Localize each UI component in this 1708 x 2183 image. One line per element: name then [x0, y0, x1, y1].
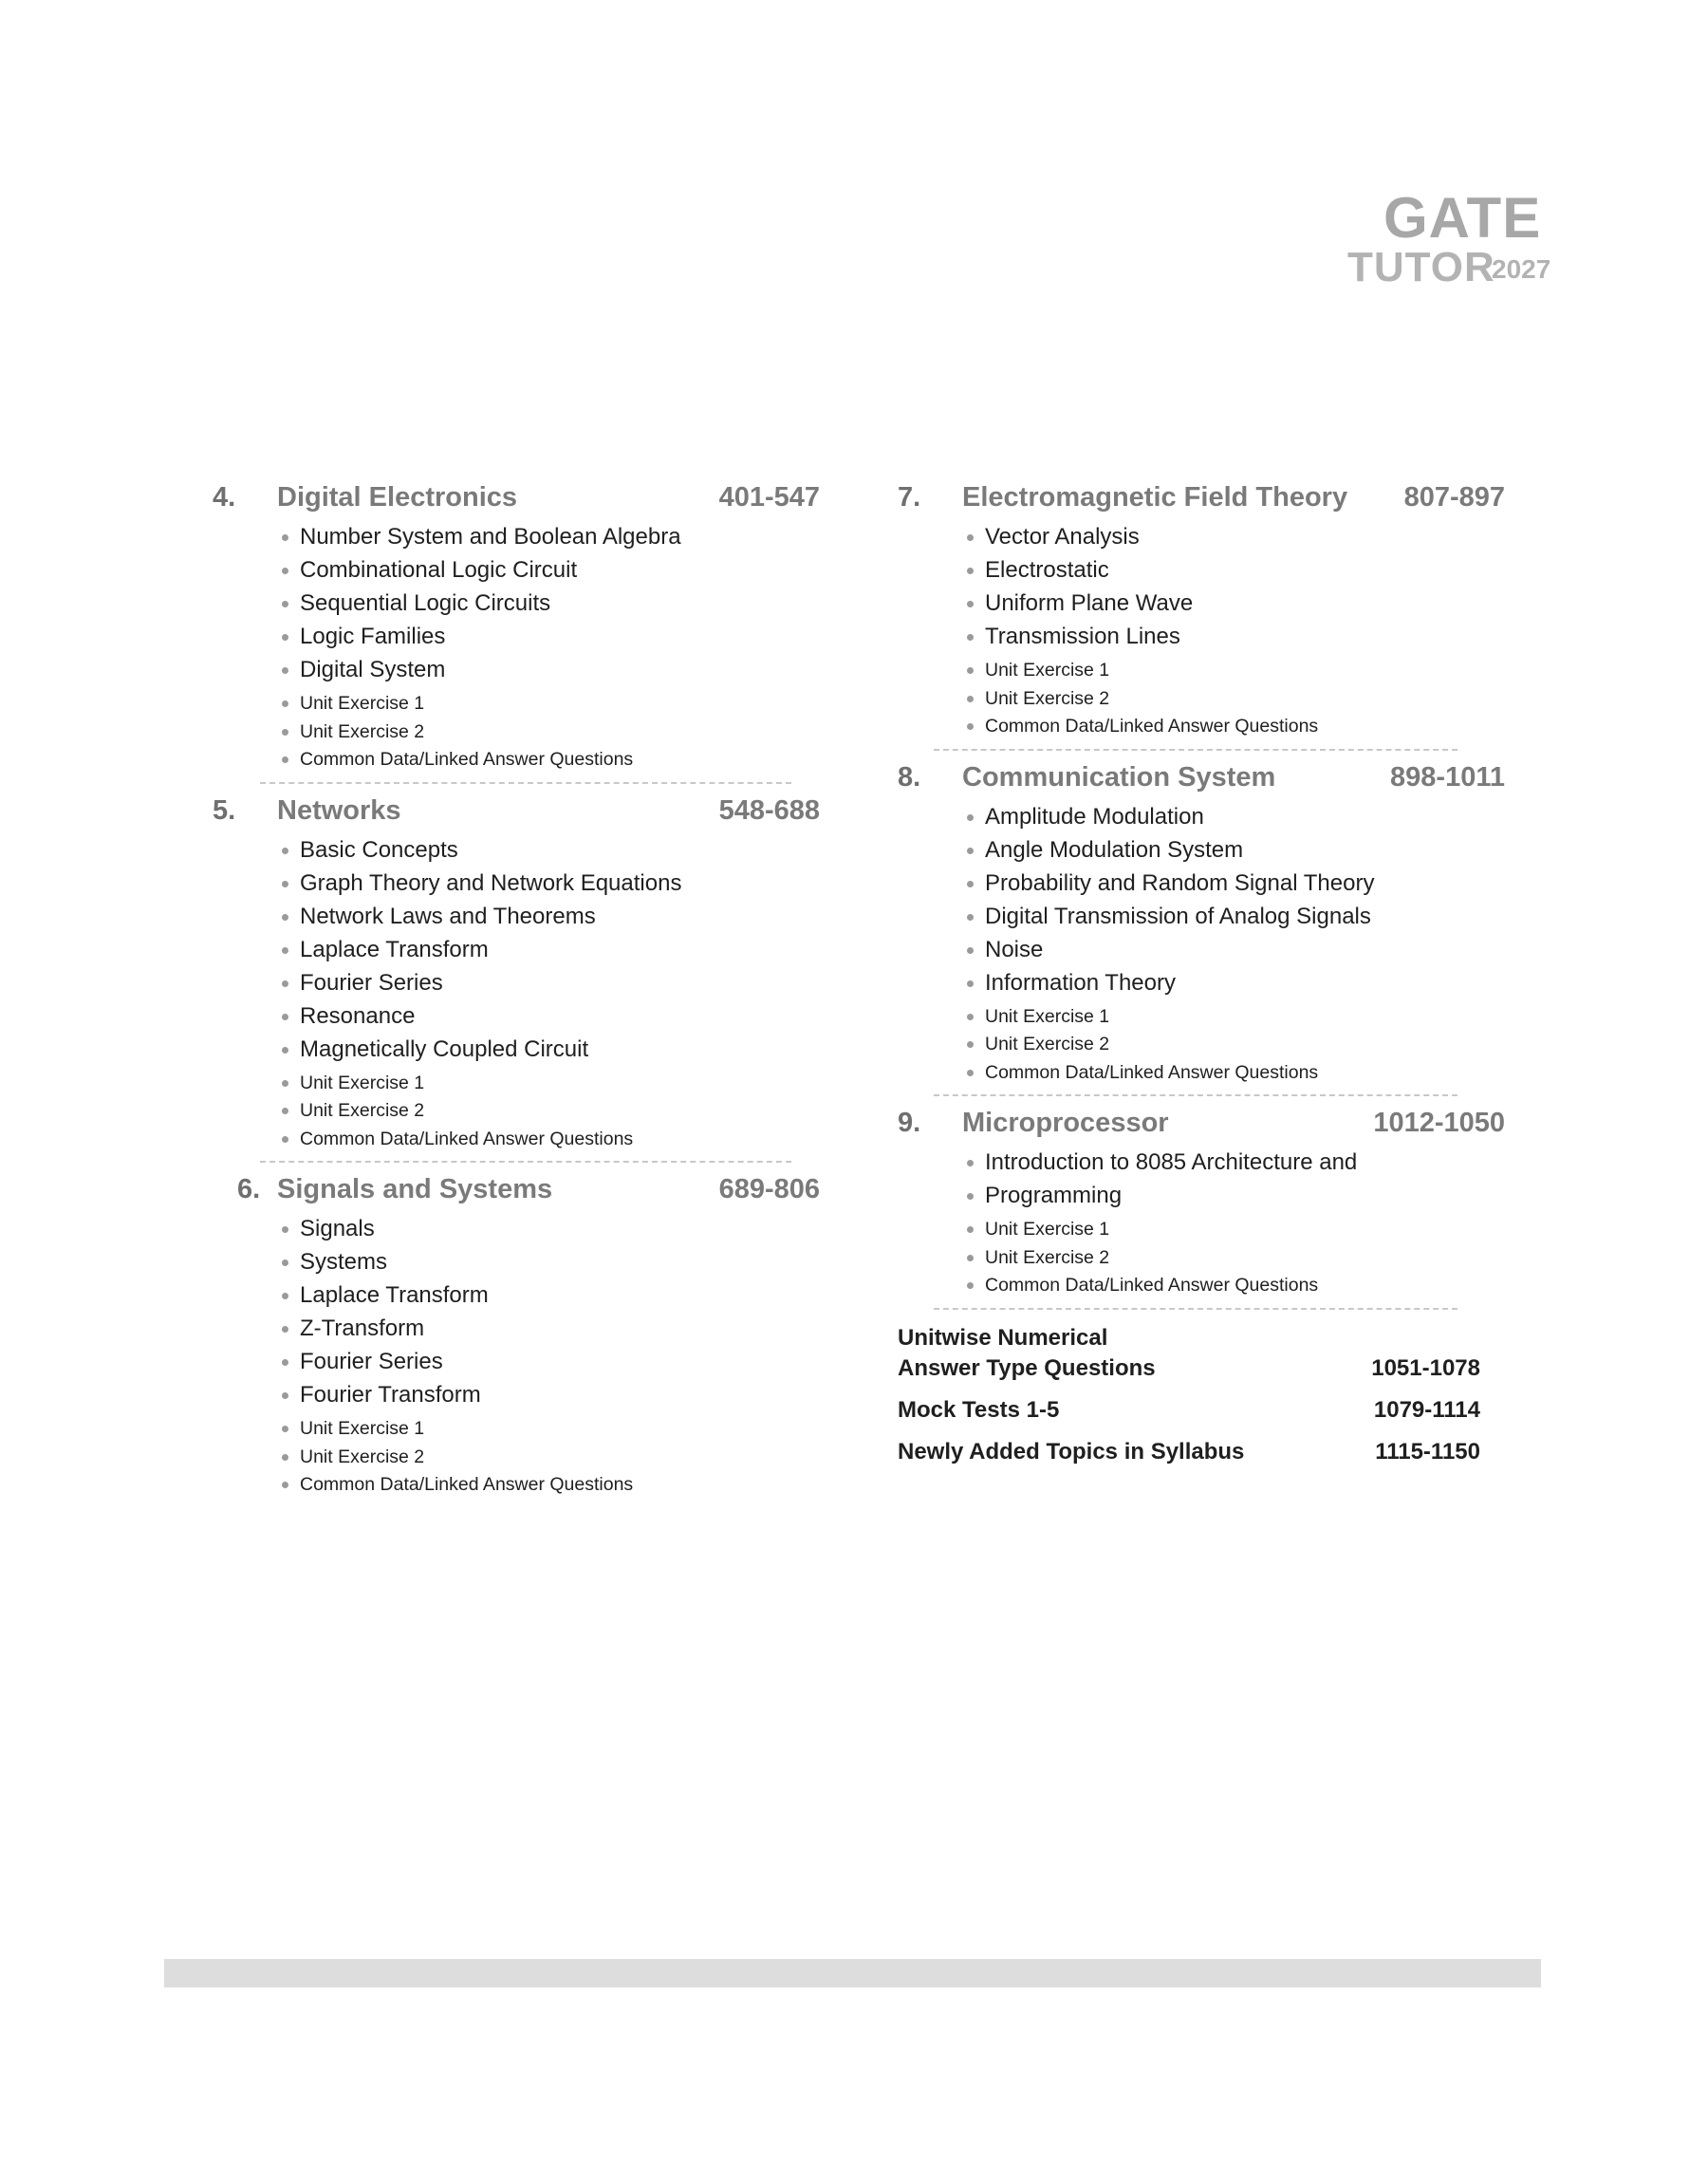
topic-item: Network Laws and Theorems	[281, 900, 820, 933]
topic-item: Fourier Series	[281, 966, 820, 999]
extra-title	[898, 1395, 1059, 1426]
section-heading[interactable]	[213, 795, 820, 833]
section-number: 4.	[213, 482, 236, 513]
topic-item: Information Theory	[966, 966, 1505, 999]
topic-item: Systems	[281, 1245, 820, 1278]
extra-title	[898, 1323, 1156, 1384]
section-title: Networks	[277, 794, 401, 826]
exercise-item: Common Data/Linked Answer Questions	[966, 1059, 1505, 1088]
topic-item: Noise	[966, 933, 1505, 966]
section-number: 6.	[237, 1174, 261, 1204]
exercise-item: Common Data/Linked Answer Questions	[966, 1272, 1505, 1300]
section-number: 8.	[898, 761, 921, 793]
exercise-item: Unit Exercise 1	[966, 657, 1505, 685]
logo-tutor-text: TUTOR	[1347, 244, 1495, 290]
toc-section	[898, 1108, 1505, 1310]
exercise-item: Unit Exercise 1	[966, 1216, 1505, 1244]
section-page-range: 401-547	[718, 482, 820, 513]
contents-right-column	[898, 482, 1505, 1479]
extra-title-line: Unitwise Numerical	[898, 1324, 1108, 1351]
exercise-item: Common Data/Linked Answer Questions	[281, 1126, 820, 1154]
extra-contents-row[interactable]	[898, 1437, 1480, 1467]
topic-item: Basic Concepts	[281, 833, 820, 867]
topic-item: Laplace Transform	[281, 1278, 820, 1312]
topic-item: Sequential Logic Circuits	[281, 587, 820, 620]
logo-gate-text: GATE	[1383, 186, 1542, 250]
section-heading[interactable]	[898, 482, 1505, 520]
topic-item: Vector Analysis	[966, 520, 1505, 553]
topic-item: Angle Modulation System	[966, 833, 1505, 867]
topic-list	[898, 800, 1505, 999]
extra-title	[898, 1437, 1244, 1467]
topic-item: Magnetically Coupled Circuit	[281, 1033, 820, 1066]
topic-item: Graph Theory and Network Equations	[281, 867, 820, 900]
exercise-list	[213, 1415, 820, 1500]
additional-contents	[898, 1323, 1505, 1467]
topic-item: Transmission Lines	[966, 620, 1505, 653]
toc-section	[898, 762, 1505, 1097]
exercise-item: Common Data/Linked Answer Questions	[281, 1471, 820, 1500]
extra-title-line: Answer Type Questions	[898, 1354, 1156, 1381]
section-page-range: 1012-1050	[1373, 1108, 1505, 1138]
section-number: 7.	[898, 482, 921, 513]
toc-section	[213, 795, 820, 1164]
section-title: Electromagnetic Field Theory	[962, 482, 1348, 513]
toc-section	[213, 482, 820, 784]
topic-item: Digital Transmission of Analog Signals	[966, 900, 1505, 933]
topic-item: Fourier Series	[281, 1345, 820, 1378]
section-title: Communication System	[962, 761, 1276, 793]
exercise-list	[898, 1003, 1505, 1088]
dashed-divider	[260, 1161, 791, 1163]
toc-section	[213, 1174, 820, 1500]
topic-item: Laplace Transform	[281, 933, 820, 966]
exercise-item: Unit Exercise 2	[966, 1031, 1505, 1059]
exercise-item: Common Data/Linked Answer Questions	[966, 713, 1505, 741]
topic-item: Fourier Transform	[281, 1378, 820, 1411]
exercise-item: Unit Exercise 1	[281, 690, 820, 718]
topic-list	[213, 1212, 820, 1411]
section-page-range: 548-688	[718, 794, 820, 826]
topic-item: Resonance	[281, 999, 820, 1033]
dashed-divider	[934, 1094, 1457, 1096]
topic-item: Programming	[966, 1179, 1505, 1212]
dashed-divider	[934, 1308, 1457, 1310]
topic-item: Combinational Logic Circuit	[281, 553, 820, 587]
topic-item: Signals	[281, 1212, 820, 1245]
exercise-list	[213, 690, 820, 774]
exercise-item: Unit Exercise 1	[281, 1070, 820, 1098]
topic-item: Probability and Random Signal Theory	[966, 867, 1505, 900]
section-page-range: 898-1011	[1390, 761, 1505, 793]
topic-item: Amplitude Modulation	[966, 800, 1505, 833]
footer-bar	[164, 1959, 1541, 1987]
topic-item: Z-Transform	[281, 1312, 820, 1345]
exercise-item: Common Data/Linked Answer Questions	[281, 746, 820, 774]
exercise-list	[898, 1216, 1505, 1300]
extra-contents-row[interactable]	[898, 1323, 1480, 1384]
section-heading[interactable]	[213, 1174, 820, 1212]
toc-section	[898, 482, 1505, 751]
dashed-divider	[260, 782, 791, 784]
section-title: Digital Electronics	[277, 482, 518, 513]
section-page-range: 807-897	[1403, 482, 1505, 513]
extra-page-range: 1115-1150	[1375, 1438, 1480, 1465]
extra-page-range: 1079-1114	[1373, 1396, 1480, 1423]
topic-item: Logic Families	[281, 620, 820, 653]
exercise-item: Unit Exercise 2	[966, 685, 1505, 714]
topic-item: Uniform Plane Wave	[966, 587, 1505, 620]
topic-list	[213, 833, 820, 1066]
exercise-item: Unit Exercise 1	[281, 1415, 820, 1444]
section-page-range: 689-806	[718, 1174, 820, 1204]
exercise-list	[213, 1070, 820, 1154]
contents-left-column	[213, 482, 820, 1500]
exercise-item: Unit Exercise 2	[281, 1097, 820, 1126]
dashed-divider	[934, 749, 1457, 751]
exercise-item: Unit Exercise 2	[281, 1444, 820, 1472]
topic-item: Number System and Boolean Algebra	[281, 520, 820, 553]
section-number: 5.	[213, 794, 236, 826]
topic-item: Electrostatic	[966, 553, 1505, 587]
exercise-item: Unit Exercise 1	[966, 1003, 1505, 1032]
gate-tutor-logo	[1347, 186, 1566, 294]
topic-list	[898, 520, 1505, 653]
exercise-list	[898, 657, 1505, 741]
topic-item: Introduction to 8085 Architecture and	[966, 1146, 1505, 1179]
topic-list	[898, 1146, 1505, 1212]
exercise-item: Unit Exercise 2	[966, 1244, 1505, 1273]
extra-title-line: Newly Added Topics in Syllabus	[898, 1438, 1245, 1465]
topic-list	[213, 520, 820, 686]
extra-page-range: 1051-1078	[1371, 1354, 1480, 1381]
section-heading[interactable]	[898, 762, 1505, 800]
extra-contents-row[interactable]	[898, 1395, 1480, 1426]
section-heading[interactable]	[898, 1108, 1505, 1146]
extra-title-line: Mock Tests 1-5	[898, 1396, 1060, 1423]
section-title: Microprocessor	[962, 1108, 1169, 1138]
section-number: 9.	[898, 1108, 921, 1138]
section-title: Signals and Systems	[277, 1174, 553, 1204]
exercise-item: Unit Exercise 2	[281, 718, 820, 747]
topic-item: Digital System	[281, 653, 820, 686]
section-heading[interactable]	[213, 482, 820, 520]
logo-year-text: 2027	[1492, 254, 1551, 284]
